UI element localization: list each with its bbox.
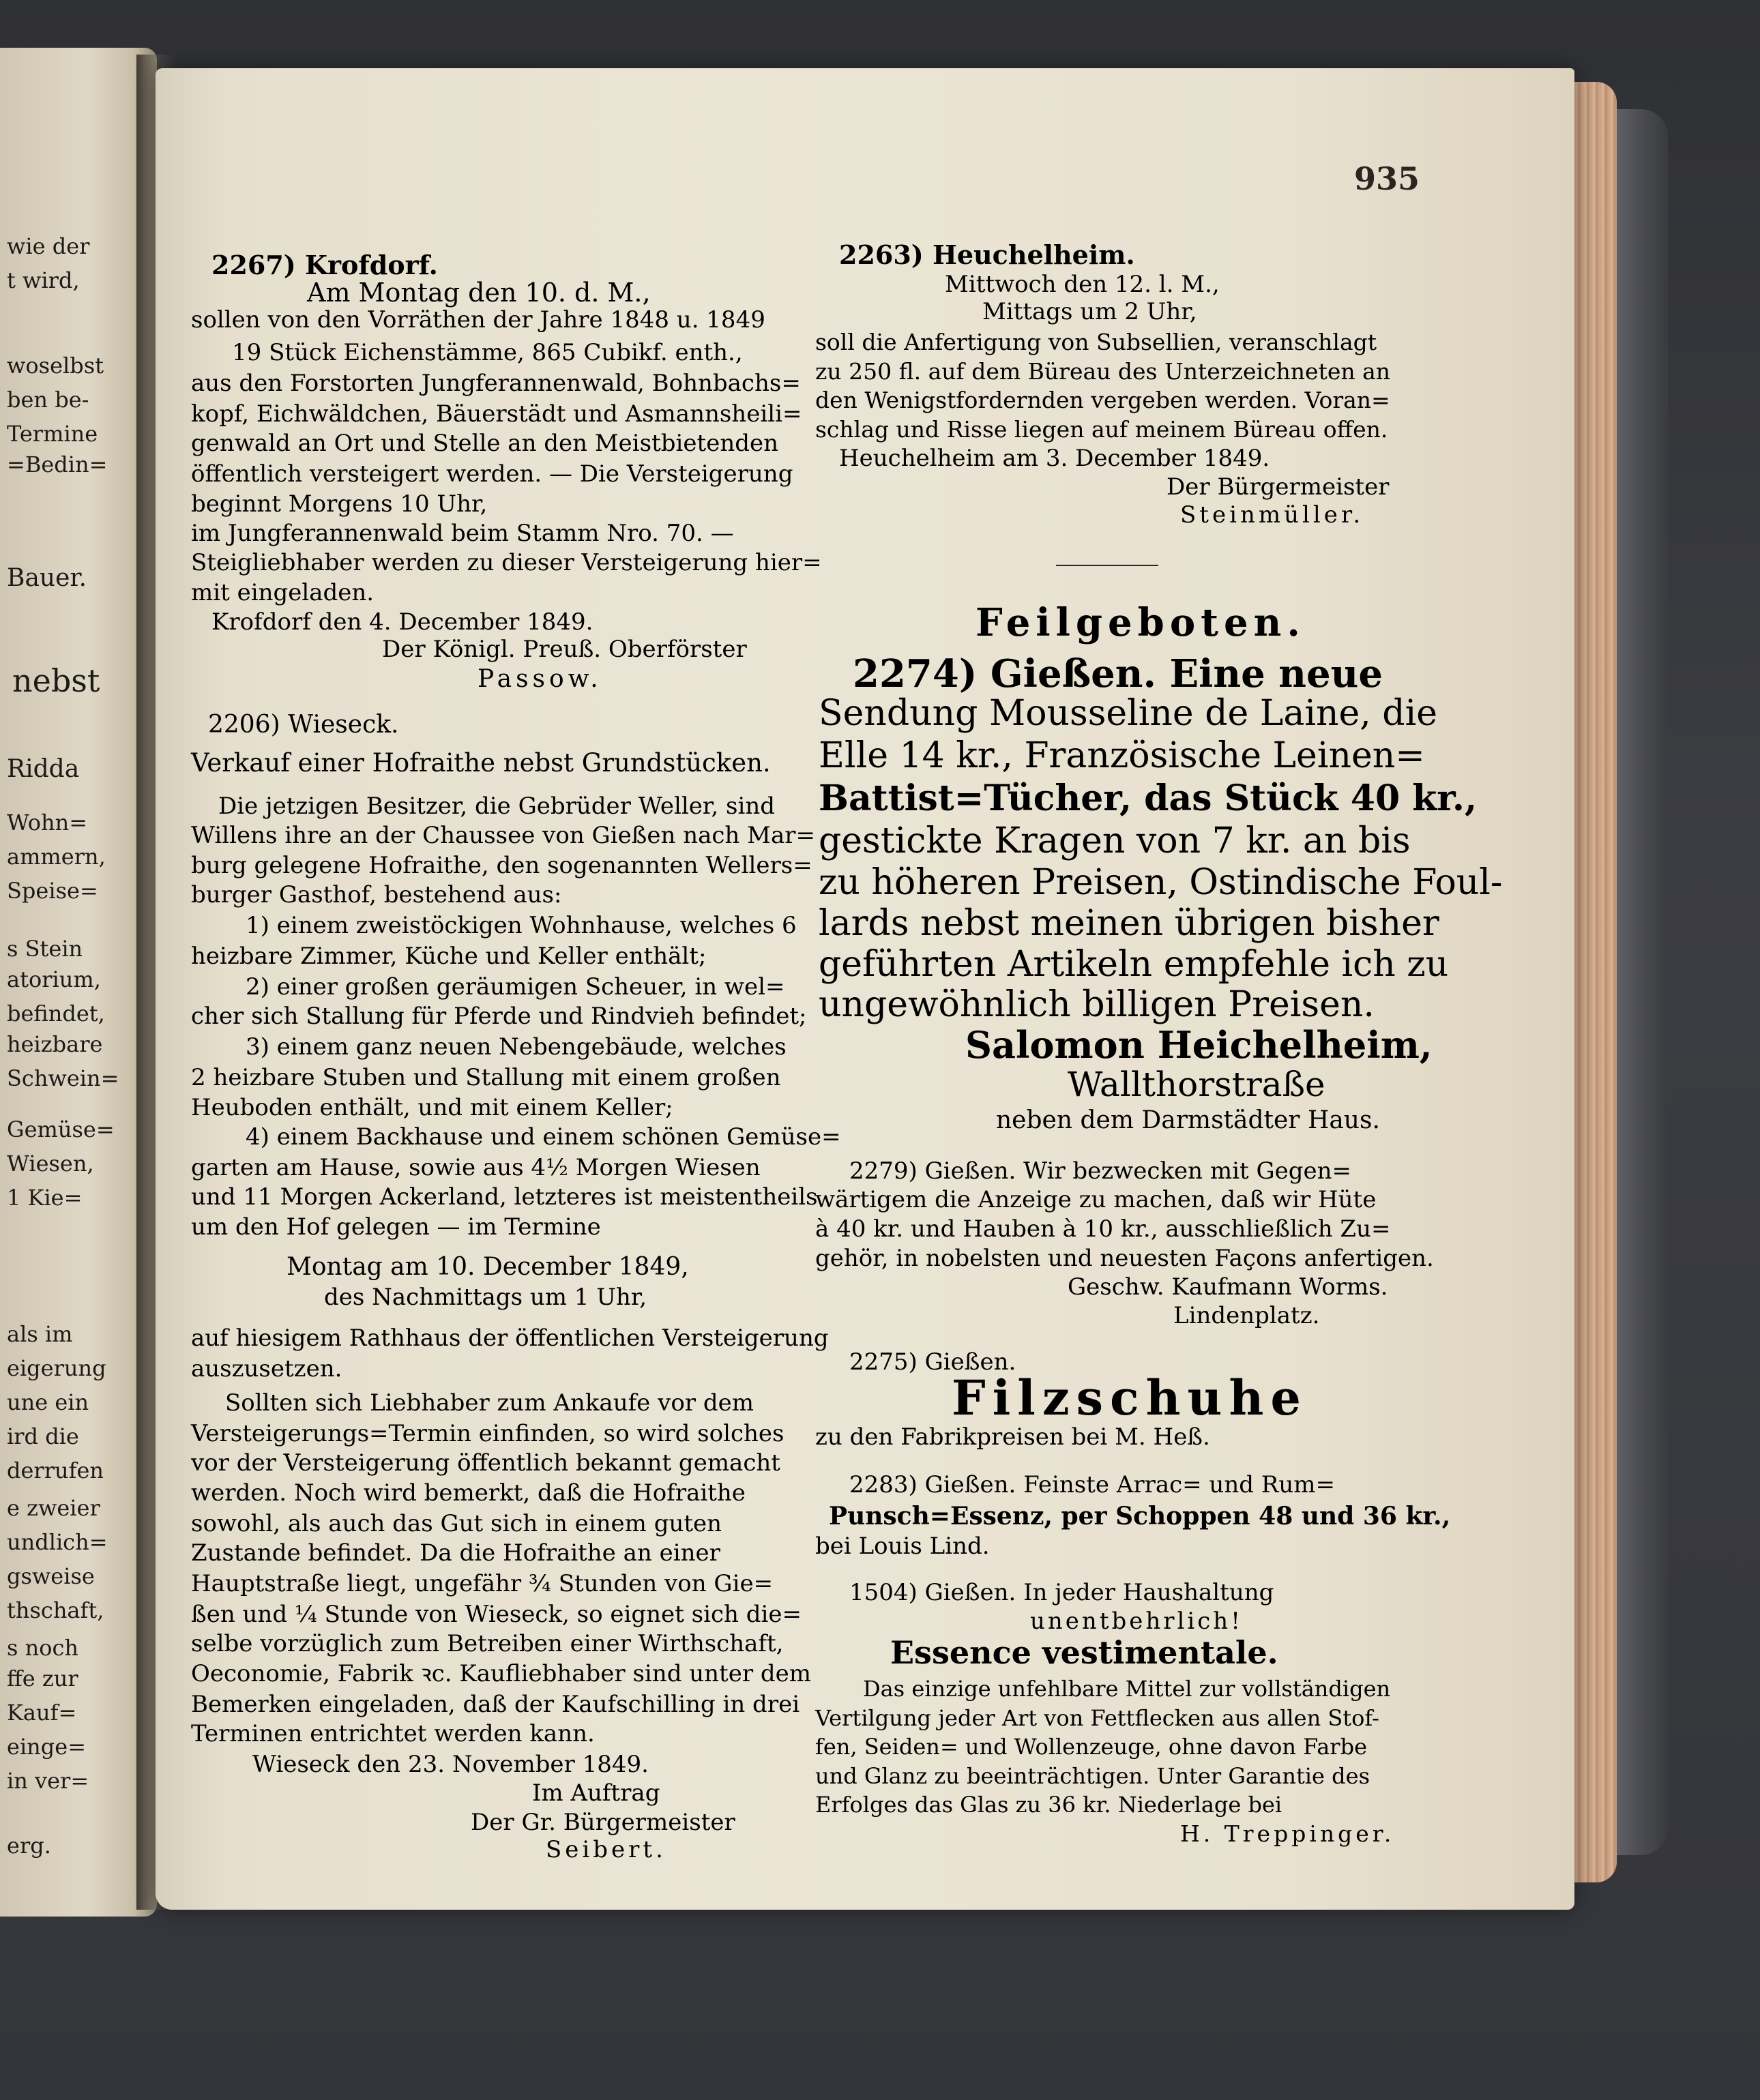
previous-page-fragment: Kauf= bbox=[7, 1700, 77, 1726]
right-column-line: und Glanz zu beeinträchtigen. Unter Garantie des bbox=[815, 1763, 1370, 1789]
previous-page-fragment: =Bedin= bbox=[7, 452, 108, 477]
right-column-line: gehör, in nobelsten und neuesten Façons anfertigen. bbox=[815, 1245, 1434, 1272]
left-column-line: im Jungferannenwald beim Stamm Nro. 70. — bbox=[191, 520, 734, 547]
left-column-line: Hauptstraße liegt, ungefähr ¾ Stunden von Gie= bbox=[191, 1570, 774, 1597]
right-column-line: Salomon Heichelheim, bbox=[965, 1023, 1433, 1067]
right-column-line: Der Bürgermeister bbox=[1167, 473, 1390, 501]
right-column-line: Heuchelheim am 3. December 1849. bbox=[839, 445, 1270, 472]
left-column-line: werden. Noch wird bemerkt, daß die Hofraithe bbox=[191, 1479, 746, 1507]
previous-page-fragment: ben be- bbox=[7, 387, 89, 413]
left-column-line: Steigliebhaber werden zu dieser Versteigerung hier= bbox=[191, 549, 822, 576]
right-column-line: Geschw. Kaufmann Worms. bbox=[1068, 1273, 1388, 1301]
right-column-line: Essence vestimentale. bbox=[890, 1634, 1278, 1671]
previous-page-fragment: Wohn= bbox=[7, 810, 88, 835]
right-column-line: lards nebst meinen übrigen bisher bbox=[819, 903, 1439, 944]
right-column-line: 1504) Gießen. In jeder Haushaltung bbox=[849, 1579, 1274, 1606]
right-column-line: 2283) Gießen. Feinste Arrac= und Rum= bbox=[849, 1471, 1336, 1498]
right-column-line: Filzschuhe bbox=[952, 1370, 1308, 1426]
previous-page-fragment: 1 Kie= bbox=[7, 1185, 83, 1211]
left-column-line: Der Königl. Preuß. Oberförster bbox=[382, 636, 747, 663]
previous-page-fragment: undlich= bbox=[7, 1529, 108, 1555]
right-column-line: H. Treppinger. bbox=[1180, 1820, 1395, 1847]
left-column-line: Im Auftrag bbox=[532, 1779, 660, 1807]
left-column-line: sowohl, als auch das Gut sich in einem guten bbox=[191, 1510, 722, 1537]
left-column-line: burg gelegene Hofraithe, den sogenannten Wellers= bbox=[191, 852, 812, 879]
left-column-line: Krofdorf den 4. December 1849. bbox=[211, 608, 593, 636]
page-number: 935 bbox=[1354, 160, 1420, 197]
left-column-line: des Nachmittags um 1 Uhr, bbox=[324, 1284, 647, 1311]
left-column-line: vor der Versteigerung öffentlich bekannt gemacht bbox=[191, 1449, 780, 1477]
left-column-line: ßen und ¼ Stunde von Wieseck, so eignet sich die= bbox=[191, 1601, 802, 1628]
left-column-line: öffentlich versteigert werden. — Die Versteigerung bbox=[191, 460, 793, 488]
left-column-line: Die jetzigen Besitzer, die Gebrüder Weller, sind bbox=[218, 793, 776, 820]
previous-page-fragment: Speise= bbox=[7, 878, 98, 904]
left-column-line: und 11 Morgen Ackerland, letzteres ist meistentheils bbox=[191, 1183, 818, 1211]
right-column-line: ungewöhnlich billigen Preisen. bbox=[819, 984, 1375, 1025]
left-column-line: auszusetzen. bbox=[191, 1355, 342, 1382]
right-column-line: den Wenigstfordernden vergeben werden. Voran= bbox=[815, 387, 1390, 413]
left-column-line: Seibert. bbox=[546, 1836, 666, 1863]
previous-page-fragment: e zweier bbox=[7, 1495, 100, 1521]
left-column-line: genwald an Ort und Stelle an den Meistbietenden bbox=[191, 430, 779, 457]
right-column-line: soll die Anfertigung von Subsellien, veranschlagt bbox=[815, 329, 1377, 355]
previous-page-fragment: Bauer. bbox=[7, 564, 87, 592]
left-column-line: garten am Hause, sowie aus 4½ Morgen Wiesen bbox=[191, 1154, 761, 1181]
left-column-line: Am Montag den 10. d. M., bbox=[307, 278, 651, 308]
left-column-line: selbe vorzüglich zum Betreiben einer Wirthschaft, bbox=[191, 1630, 784, 1657]
right-column-line: Lindenplatz. bbox=[1173, 1302, 1320, 1329]
right-column-line: zu 250 fl. auf dem Büreau des Unterzeichneten an bbox=[815, 358, 1391, 385]
right-column-line: 2279) Gießen. Wir bezwecken mit Gegen= bbox=[849, 1157, 1352, 1185]
right-column-line: Wallthorstraße bbox=[1068, 1065, 1325, 1104]
previous-page-fragment: derrufen bbox=[7, 1458, 104, 1483]
right-column-line: wärtigem die Anzeige zu machen, daß wir Hüte bbox=[815, 1186, 1377, 1213]
right-column-line: unentbehrlich! bbox=[1030, 1608, 1243, 1635]
right-column-line: 2274) Gießen. Eine neue bbox=[853, 651, 1383, 696]
left-column-line: 2) einer großen geräumigen Scheuer, in wel= bbox=[246, 973, 785, 1001]
left-column-line: Versteigerungs=Termin einfinden, so wird solches bbox=[191, 1420, 784, 1447]
previous-page-fragment: ammern, bbox=[7, 844, 106, 870]
previous-page-fragment: thschaft, bbox=[7, 1597, 104, 1623]
left-column-line: Terminen entrichtet werden kann. bbox=[191, 1720, 595, 1747]
right-column-line: Mittwoch den 12. l. M., bbox=[945, 271, 1220, 298]
right-column-line: gestickte Kragen von 7 kr. an bis bbox=[819, 820, 1411, 861]
right-column-line: Feilgeboten. bbox=[976, 600, 1306, 645]
left-column-line: beginnt Morgens 10 Uhr, bbox=[191, 490, 488, 518]
previous-page-fragment: atorium, bbox=[7, 966, 101, 992]
previous-page-fragment: woselbst bbox=[7, 353, 104, 379]
left-column-line: 2267) Krofdorf. bbox=[211, 250, 438, 280]
left-column-line: Wieseck den 23. November 1849. bbox=[252, 1751, 649, 1778]
left-column-line: 1) einem zweistöckigen Wohnhause, welches 6 bbox=[246, 912, 797, 939]
left-column-line: Montag am 10. December 1849, bbox=[287, 1253, 689, 1281]
left-column-line: auf hiesigem Rathhaus der öffentlichen Versteigerung bbox=[191, 1325, 829, 1352]
left-column-line: Willens ihre an der Chaussee von Gießen nach Mar= bbox=[191, 822, 815, 849]
previous-page-fragment: Schwein= bbox=[7, 1065, 119, 1091]
right-column-line: fen, Seiden= und Wollenzeuge, ohne davon Farbe bbox=[815, 1734, 1367, 1760]
left-column-line: Oeconomie, Fabrik ꝛc. Kaufliebhaber sind unter dem bbox=[191, 1660, 812, 1687]
previous-page-fragment: eigerung bbox=[7, 1355, 106, 1381]
previous-page-fragment: Termine bbox=[7, 421, 98, 447]
left-column-line: Passow. bbox=[478, 665, 602, 693]
previous-page-fragment: Wiesen, bbox=[7, 1151, 94, 1177]
right-column-line: Vertilgung jeder Art von Fettflecken aus allen Stof- bbox=[815, 1705, 1379, 1731]
left-column-line: sollen von den Vorräthen der Jahre 1848 u. 1849 bbox=[191, 306, 765, 334]
left-column-line: mit eingeladen. bbox=[191, 579, 375, 606]
right-column-line: à 40 kr. und Hauben à 10 kr., ausschließlich Zu= bbox=[815, 1215, 1391, 1243]
right-column-line: 2275) Gießen. bbox=[849, 1348, 1016, 1376]
previous-page-fragment: Ridda bbox=[7, 755, 80, 783]
left-column-line: Heuboden enthält, und mit einem Keller; bbox=[191, 1094, 673, 1121]
left-column-line: Verkauf einer Hofraithe nebst Grundstücken. bbox=[191, 748, 771, 778]
previous-page-fragment: ffe zur bbox=[7, 1666, 78, 1691]
left-column-line: um den Hof gelegen — im Termine bbox=[191, 1213, 601, 1241]
previous-page-fragment: einge= bbox=[7, 1734, 87, 1760]
previous-page-fragment: gsweise bbox=[7, 1563, 95, 1589]
left-column-line: cher sich Stallung für Pferde und Rindvieh befindet; bbox=[191, 1003, 807, 1030]
right-column-line: Elle 14 kr., Französische Leinen= bbox=[819, 735, 1425, 776]
previous-page-fragment: wie der bbox=[7, 233, 90, 259]
left-column-line: aus den Forstorten Jungferannenwald, Bohnbachs= bbox=[191, 370, 801, 397]
left-column-line: Zustande befindet. Da die Hofraithe an einer bbox=[191, 1539, 720, 1567]
left-column-line: 2 heizbare Stuben und Stallung mit einem großen bbox=[191, 1064, 781, 1091]
left-column-line: kopf, Eichwäldchen, Bäuerstädt und Asmannsheili= bbox=[191, 400, 802, 428]
right-column-line: Das einzige unfehlbare Mittel zur vollständigen bbox=[863, 1676, 1391, 1702]
previous-page-fragment: ird die bbox=[7, 1423, 79, 1449]
right-column-line: Battist=Tücher, das Stück 40 kr., bbox=[819, 778, 1478, 819]
previous-page-fragment: in ver= bbox=[7, 1768, 89, 1794]
previous-page-fragment: befindet, bbox=[7, 1001, 105, 1026]
right-column-line: geführten Artikeln empfehle ich zu bbox=[819, 944, 1449, 985]
left-column-line: burger Gasthof, bestehend aus: bbox=[191, 881, 562, 908]
right-column-line: schlag und Risse liegen auf meinem Büreau offen. bbox=[815, 416, 1388, 443]
previous-page-fragment: als im bbox=[7, 1321, 73, 1347]
left-column-line: 2206) Wieseck. bbox=[208, 711, 399, 739]
left-column-line: heizbare Zimmer, Küche und Keller enthält; bbox=[191, 943, 707, 970]
previous-page-fragment: nebst bbox=[12, 662, 100, 699]
right-column-line: Erfolges das Glas zu 36 kr. Niederlage bei bbox=[815, 1792, 1282, 1818]
previous-page-fragment: t wird, bbox=[7, 267, 80, 293]
previous-page-fragment: une ein bbox=[7, 1389, 89, 1415]
right-column-line: zu den Fabrikpreisen bei M. Heß. bbox=[815, 1423, 1210, 1451]
right-column-line: Steinmüller. bbox=[1180, 501, 1364, 529]
left-column-line: Sollten sich Liebhaber zum Ankaufe vor dem bbox=[225, 1389, 754, 1417]
right-column-line: Mittags um 2 Uhr, bbox=[982, 298, 1197, 325]
previous-page-fragment: s Stein bbox=[7, 936, 83, 962]
left-column-line: Der Gr. Bürgermeister bbox=[471, 1809, 735, 1836]
left-column-line: 4) einem Backhause und einem schönen Gemüse= bbox=[246, 1123, 841, 1151]
previous-page-fragment: heizbare bbox=[7, 1031, 103, 1057]
previous-page-fragment: Gemüse= bbox=[7, 1116, 115, 1142]
right-column-line: 2263) Heuchelheim. bbox=[839, 239, 1135, 270]
previous-page-fragment: erg. bbox=[7, 1833, 51, 1859]
left-column-line: 19 Stück Eichenstämme, 865 Cubikf. enth., bbox=[232, 339, 743, 366]
right-column-line: bei Louis Lind. bbox=[815, 1533, 990, 1560]
previous-page-fragment: s noch bbox=[7, 1635, 78, 1661]
right-column-line: zu höheren Preisen, Ostindische Foul- bbox=[819, 862, 1503, 903]
right-column-line: neben dem Darmstädter Haus. bbox=[996, 1106, 1380, 1134]
right-column-line: Punsch=Essenz, per Schoppen 48 und 36 kr., bbox=[829, 1502, 1451, 1530]
left-column-line: Bemerken eingeladen, daß der Kaufschilling in drei bbox=[191, 1691, 800, 1718]
section-divider bbox=[1056, 565, 1158, 566]
left-column-line: 3) einem ganz neuen Nebengebäude, welches bbox=[246, 1033, 787, 1061]
right-column-line: Sendung Mousseline de Laine, die bbox=[819, 693, 1437, 734]
